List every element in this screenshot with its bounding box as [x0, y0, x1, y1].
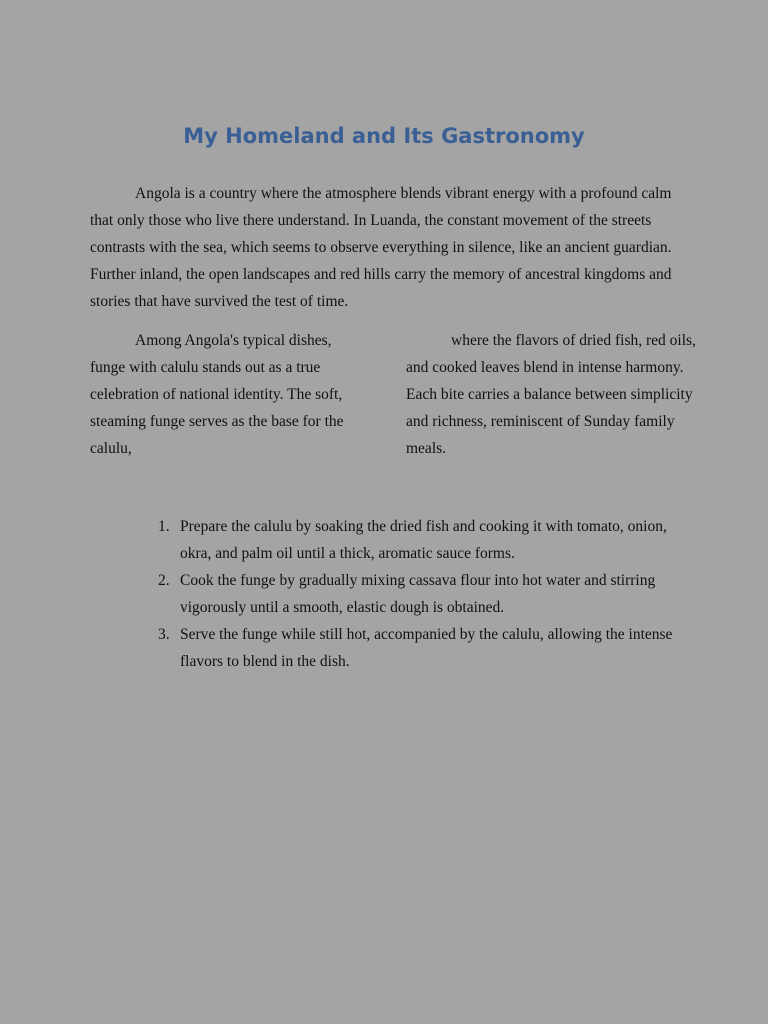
- intro-paragraph: Angola is a country where the atmosphere blends vibrant energy with a profound calm that only those who live there understand. In Luanda, the constant movement of the streets contrasts with the sea, which seems to observe everything in silence, like an ancient guardian. Further inland, the open landscapes and red hills carry the memory of ancestral kingdoms and stories that have survived the test of time.: [90, 185, 672, 310]
- list-item-number: 1.: [158, 518, 170, 535]
- page-title: My Homeland and Its Gastronomy: [183, 124, 585, 148]
- right-column-paragraph: where the flavors of dried fish, red oils, and cooked leaves blend in intense harmony. Each bite carries a balance between simplicity and richness, reminiscent of Sunday family meals.: [406, 332, 696, 457]
- left-column-paragraph: Among Angola's typical dishes, funge with calulu stands out as a true celebration of national identity. The soft, steaming funge serves as the base for the calulu,: [90, 332, 344, 457]
- list-item-text: Cook the funge by gradually mixing cassava flour into hot water and stirring vigorously until a smooth, elastic dough is obtained.: [180, 572, 656, 616]
- list-item-number: 3.: [158, 626, 170, 643]
- list-item: [158, 513, 678, 567]
- list-item-text: Prepare the calulu by soaking the dried fish and cooking it with tomato, onion, okra, and palm oil until a thick, aromatic sauce forms.: [180, 518, 667, 562]
- list-item-text: Serve the funge while still hot, accompanied by the calulu, allowing the intense flavors to blend in the dish.: [180, 626, 673, 670]
- recipe-steps-list: [158, 513, 678, 675]
- list-item-number: 2.: [158, 572, 170, 589]
- list-item: [158, 621, 678, 675]
- list-item: [158, 567, 678, 621]
